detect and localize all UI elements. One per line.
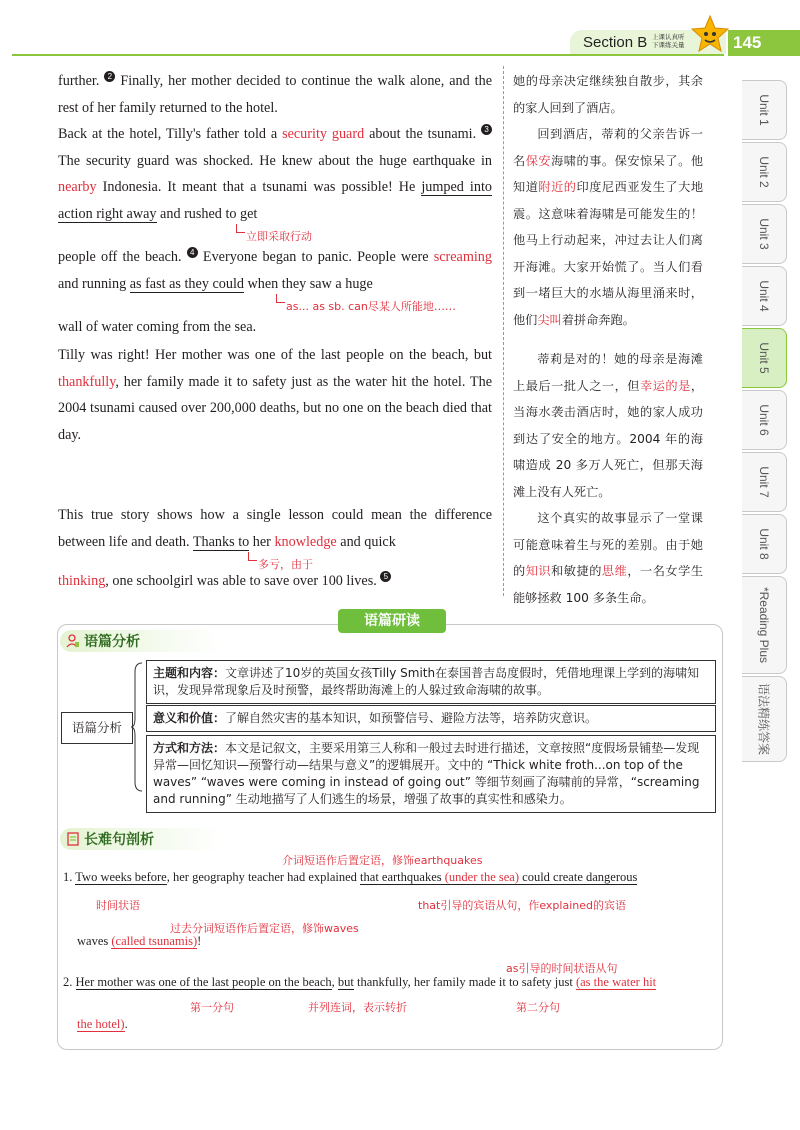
s1-note-that: that引导的宾语从句，作explained的宾语 [418,899,626,912]
cn-paragraph-4: 这个真实的故事显示了一堂课可能意味着生与死的差别。由于她的知识和敏捷的思维，一名女学生能够拯救 100 多条生命。 [513,511,704,605]
phrase-jumped-into-action: jumped into action right away [58,179,493,222]
tab-unit-2[interactable]: Unit 2 [742,142,787,202]
s2-note-as: as引导的时间状语从句 [506,962,618,975]
section1-title: 语篇分析 [84,634,140,650]
english-paragraph-2a: Back at the hotel, Tilly's father told a security guard about the tsunami. 3 The security guard was shocked. He knew about the huge earthquake in nearby Indonesia. It meant that a tsunami was possible! He jumped into action right away and rushed to get [58,125,493,222]
tab-reading-plus[interactable]: *Reading Plus [742,576,787,674]
vocab-security-guard: security guard [282,126,365,142]
s1-note-top: 介词短语作后置定语，修饰earthquakes [282,854,483,867]
cn-paragraph-3: 蒂莉是对的！她的母亲是海滩上最后一批人之一，但幸运的是，当海水袭击酒店时，她的家人成功到达了安全的地方。2004 年的海啸造成 20 多万人死亡，但那天海滩上没有人死亡。 [513,352,704,499]
section2-title: 长难句剖析 [84,832,154,848]
s2-note-2: 第二分句 [516,1001,560,1014]
english-paragraph-3: Tilly was right! Her mother was one of the last people on the beach, but thankfully, her family made it to safety just as the water hit the hotel. The 2004 tsunami caused over 200,000 deaths, but no one on the beach died that day. [58,347,492,443]
s2-note-1: 第一分句 [190,1001,234,1014]
tab-unit-7[interactable]: Unit 7 [742,452,787,512]
arrow-jump [236,224,245,233]
info-box-meaning: 意义和价值：了解自然灾害的基本知识，如预警信号、避险方法等，培养防灾意识。 [146,705,716,732]
section-label: Section B [583,34,648,51]
tab-unit-6[interactable]: Unit 6 [742,390,787,450]
phrase-as-fast-as: as fast as they could [129,275,244,292]
section-slogan: 上课认真听 下课练关量 [652,33,685,49]
vocab-knowledge: knowledge [274,533,337,550]
tab-unit-1[interactable]: Unit 1 [742,80,787,140]
panel-title: 语篇研读 [364,613,420,629]
page-header [0,0,800,62]
english-paragraph-2b: people off the beach. 4 Everyone began to panic. People were screaming and running as fast as they could when they saw a huge [58,248,492,292]
tab-unit-3[interactable]: Unit 3 [742,204,787,264]
phrase-thanks-to: Thanks to [192,533,250,550]
s2-note-conj: 并列连词，表示转折 [308,1001,407,1014]
brace [131,662,143,792]
column-divider [503,66,505,596]
marker-2: 2 [104,71,115,82]
vocab-thinking: thinking [58,573,106,589]
note-asfast: as... as sb. can尽某人所能地…… [286,300,456,313]
tab-unit-8[interactable]: Unit 8 [742,514,787,574]
sentence-1: 1. Two weeks before, her geography teacher had explained that earthquakes (under the sea) could create dangerous [63,870,638,884]
cn-paragraph-1: 她的母亲决定继续独自散步，其余的家人回到了酒店。 [513,74,703,115]
tab-grammar-answers[interactable]: 语法精练答案 [742,676,787,762]
cn-paragraph-2: 回到酒店，蒂莉的父亲告诉一名保安海啸的事。保安惊呆了。他知道附近的印度尼西亚发生了大地震。这意味着海啸是可能发生的！他马上行动起来，冲过去让人们离开海滩。大家开始慌了。当人们看到一堵巨大的水墙从海里涌来时，他们尖叫着拼命奔跑。 [513,127,704,327]
info-box-theme: 主题和内容：文章讲述了10岁的英国女孩Tilly Smith在泰国普吉岛度假时，凭借地理课上学到的海啸知识，发现异常现象后及时预警，最终帮助海滩上的人躲过致命海啸的故事。 [146,660,716,704]
note-jumped: 立即采取行动 [246,230,312,243]
marker-3: 3 [481,124,492,135]
s1-note-time: 时间状语 [96,899,140,912]
arrow-asfast [276,294,285,303]
sentence-2-cont: the hotel). [77,1017,128,1031]
marker-4: 4 [187,247,198,258]
info-box-method: 方式和方法：本文是记叙文，主要采用第三人称和一般过去时进行描述，文章按照“度假场景铺垫—发现异常—回忆知识—预警行动—结果与意义”的逻辑展开。文中的 “Thick white froth...on top of the waves” “waves were coming in instead of going out” 等细节刻画了海啸前的异常，“screaming and running” 生动地描写了人们逃生的场景，增强了故事的真实性和感染力。 [146,735,716,813]
chinese-translation [513,68,703,611]
sentence-1-cont: waves (called tsunamis)! [77,934,202,948]
tab-unit-4[interactable]: Unit 4 [742,266,787,326]
header-rule [12,54,724,56]
marker-5: 5 [380,571,391,582]
vocab-nearby: nearby [58,179,97,195]
english-paragraph-4b: thinking, one schoolgirl was able to save over 100 lives. 5 [58,568,492,595]
english-paragraph-4a: This true story shows how a single lesson could mean the difference between life and death. Thanks to her knowledge and quick [58,507,492,550]
s1-note-past: 过去分词短语作后置定语，修饰waves [170,922,359,935]
person-icon [66,634,80,648]
arrow-thanks [248,552,257,561]
vocab-thankfully: thankfully [58,373,116,390]
page-number: 145 [733,33,762,52]
sentence-2: 2. Her mother was one of the last people on the beach, but thankfully, her family made it to safety just (as the water hit [63,975,657,989]
document-icon [66,832,80,846]
tab-unit-5[interactable]: Unit 5 [742,328,787,388]
vocab-screaming: screaming [433,249,492,265]
root-analysis-label: 语篇分析 [61,712,133,744]
star-mascot-icon [690,14,730,54]
english-paragraph-2c: wall of water coming from the sea. [58,319,257,335]
english-paragraph-1: further. 2 Finally, her mother decided to continue the walk alone, and the rest of her family returned to the hotel. [58,72,493,116]
note-thanks: 多亏，由于 [258,558,313,571]
